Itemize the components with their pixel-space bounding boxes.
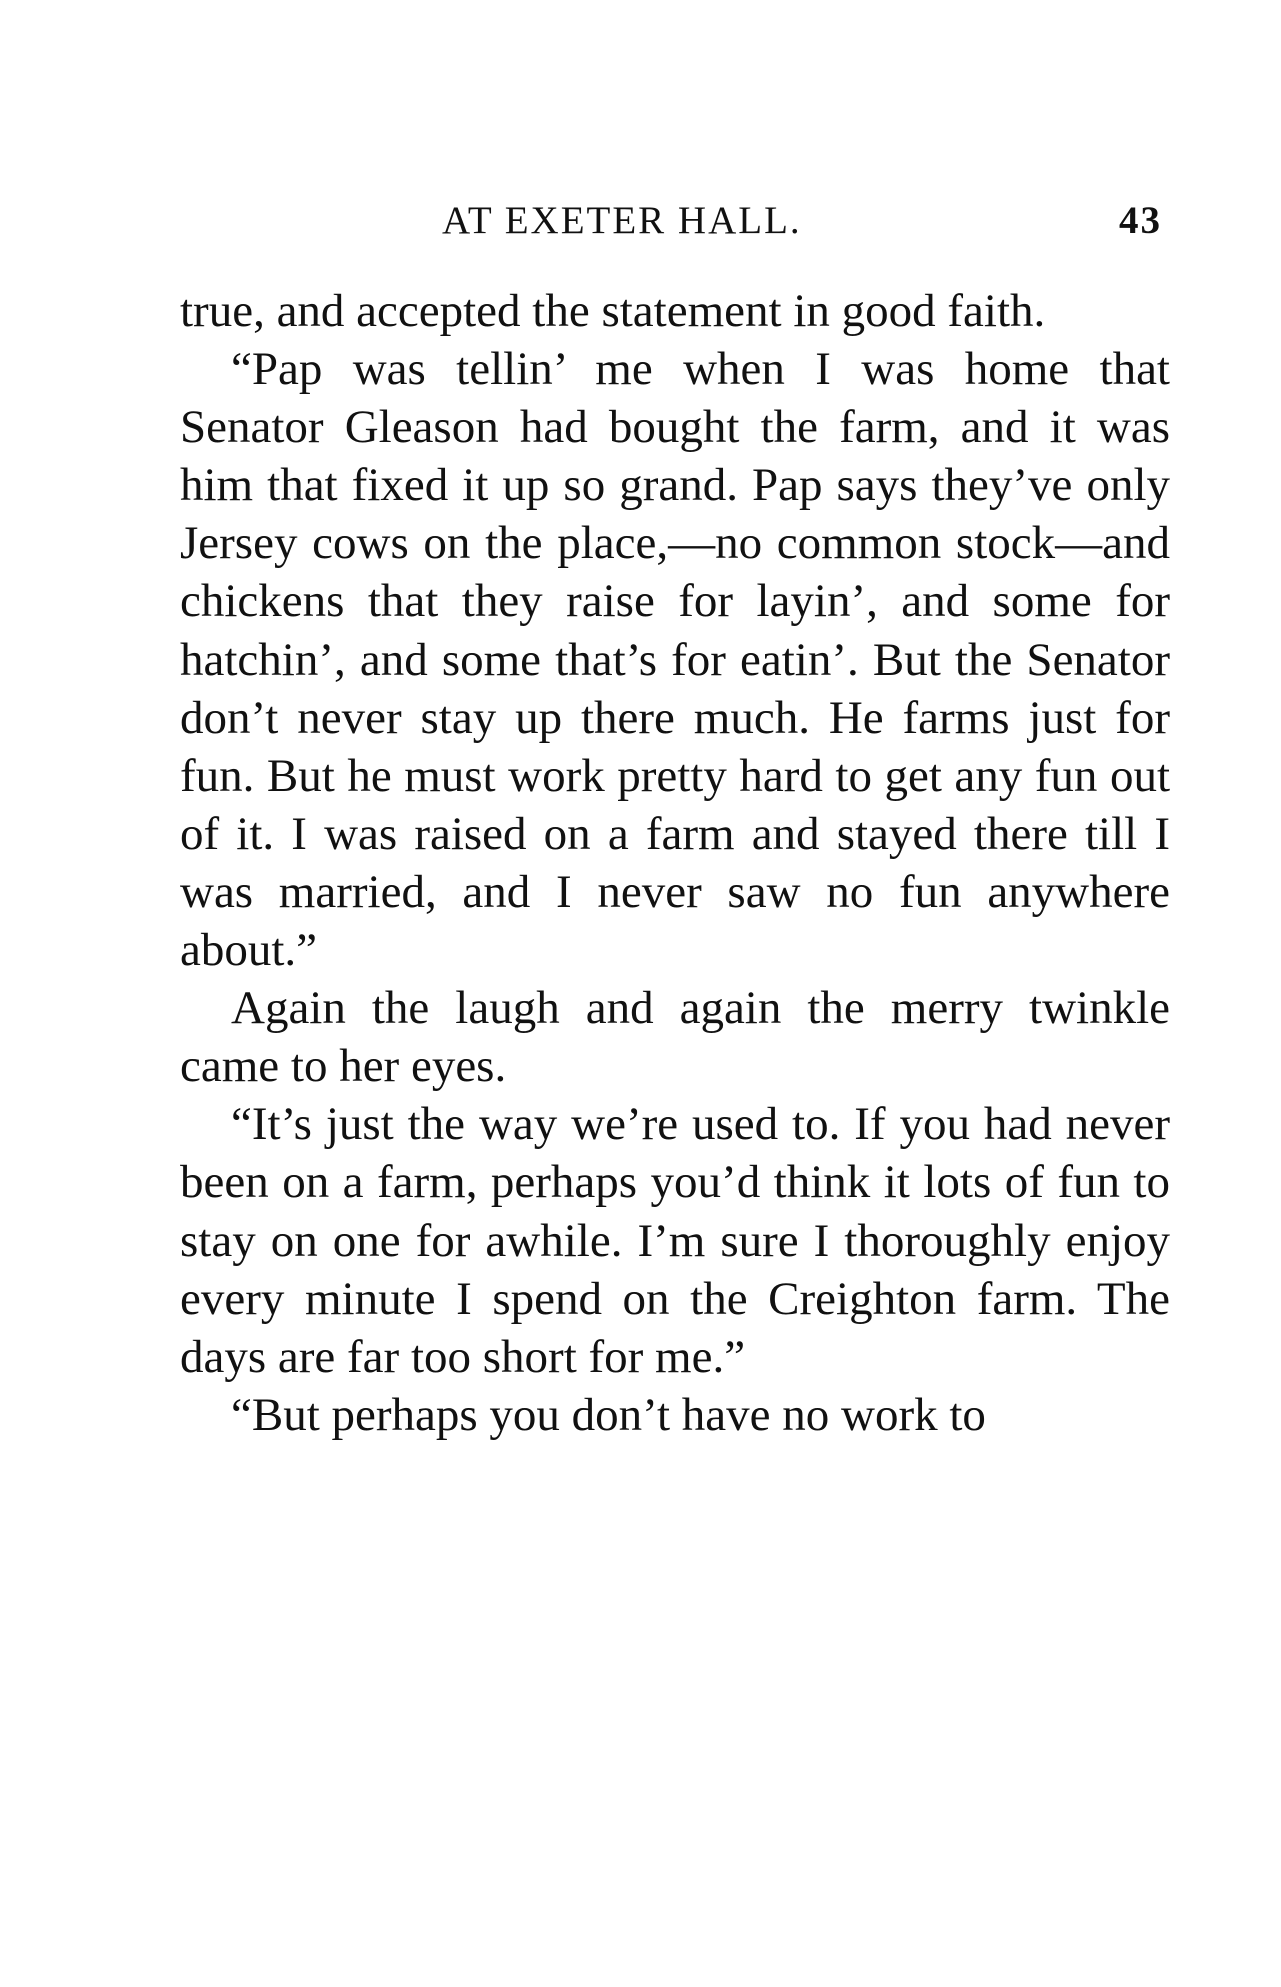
paragraph-continued: true, and accepted the statement in good faith. [180,285,1046,337]
page-number: 43 [1119,199,1162,242]
paragraph: “Pap was tellin’ me when I was home that Senator Gleason had bought the farm, and it was him that fixed it up so grand. Pap says they’ve only Jersey cows on the place,—no common stock—and chickens that they raise for layin’, and some for hatchin’, and some that’s for eatin’. But the Senator don’t never stay up there much. He farms just for fun. But he must work pretty hard to get any fun out of it. I was raised on a farm and stayed there till I was married, and I never saw no fun anywhere about.” [180,343,1170,977]
paragraph: “It’s just the way we’re used to. If you had never been on a farm, perhaps you’d think it lots of fun to stay on one for awhile. I’m sure I thoroughly enjoy every minute I spend on the Creighton farm. The days are far too short for me.” [180,1098,1170,1383]
running-head [180,198,1170,248]
body-text [180,282,1170,1444]
paragraph: Again the laugh and again the merry twinkle came to her eyes. [180,982,1170,1093]
running-title: AT EXETER HALL. [442,199,802,242]
paragraph-continues: “But perhaps you don’t have no work to [231,1388,986,1441]
